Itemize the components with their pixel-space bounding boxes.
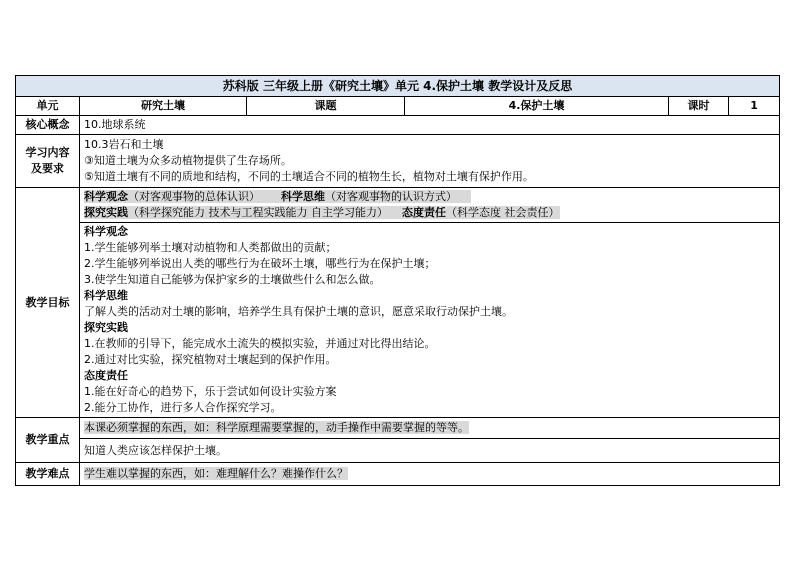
core-concept-row [16, 116, 780, 135]
period-value: 1 [729, 97, 780, 116]
core-concept-label: 核心概念 [16, 116, 80, 135]
dimension-key: 科学观念 [84, 190, 128, 203]
period-label: 课时 [669, 97, 729, 116]
dimension-key: 态度责任 [402, 206, 446, 219]
goals-dimensions [80, 188, 779, 222]
key-points-row-1 [16, 418, 780, 439]
goal-section-heading: 态度责任 [84, 369, 128, 382]
goals-dimension-line-2 [84, 205, 775, 221]
goals-body [80, 222, 779, 417]
topic-value: 4.保护土壤 [405, 97, 669, 116]
goal-line: 1.在教师的引导下，能完成水土流失的模拟实验，并通过对比得出结论。 [84, 337, 436, 350]
document-title: 苏科版 三年级上册《研究土壤》单元 4.保护土壤 教学设计及反思 [16, 76, 780, 97]
dimension-key: 探究实践 [84, 206, 128, 219]
key-points-hint-cell [80, 418, 780, 439]
key-points-hint: 本课必须掌握的东西，如：科学原理需要掌握的，动手操作中需要掌握的等等。 [84, 421, 469, 434]
learning-line: 10.3岩石和土壤 [84, 138, 164, 151]
goal-line: 1.学生能够列举土壤对动植物和人类都做出的贡献； [84, 241, 337, 254]
difficulty-label: 教学难点 [16, 463, 80, 486]
core-concept-value: 10.地球系统 [80, 116, 780, 135]
key-points-value: 知道人类应该怎样保护土壤。 [80, 439, 780, 463]
goal-section-heading: 探究实践 [84, 321, 128, 334]
key-points-label: 教学重点 [16, 418, 80, 463]
goals-content [80, 188, 780, 418]
dimension-key: 科学思维 [280, 190, 325, 203]
title-row [16, 76, 780, 97]
dimension-desc: （对客观事物的总体认识） [128, 190, 260, 203]
unit-value: 研究土壤 [80, 97, 247, 116]
dimension-desc: （科学探究能力 技术与工程实践能力 自主学习能力） [128, 206, 388, 219]
learning-line: ⑤知道土壤有不同的质地和结构，不同的土壤适合不同的植物生长，植物对土壤有保护作用。 [84, 170, 534, 183]
goal-line: 了解人类的活动对土壤的影响，培养学生具有保护土壤的意识，愿意采取行动保护土壤。 [84, 305, 513, 318]
difficulty-row [16, 463, 780, 486]
learning-label-line1: 学习内容 [25, 146, 70, 159]
topic-label: 课题 [247, 97, 405, 116]
goal-line: 3.使学生知道自己能够为保护家乡的土壤做些什么和怎么做。 [84, 273, 381, 286]
learning-label-line2: 及要求 [31, 162, 64, 175]
goals-row [16, 188, 780, 418]
unit-label: 单元 [16, 97, 80, 116]
goal-line: 2.学生能够列举说出人类的哪些行为在破坏土壤，哪些行为在保护土壤； [84, 257, 436, 270]
header-row [16, 97, 780, 116]
dimension-desc: （对客观事物的认识方式） [324, 190, 457, 203]
lesson-plan-table [15, 75, 780, 486]
learning-row [16, 135, 780, 188]
learning-content [80, 135, 780, 188]
key-points-row-2 [16, 439, 780, 463]
goal-section-heading: 科学思维 [84, 289, 128, 302]
learning-line: ③知道土壤为众多动植物提供了生存场所。 [84, 154, 292, 167]
goal-section-heading: 科学观念 [84, 225, 128, 238]
difficulty-hint-cell [80, 463, 780, 486]
goal-line: 2.能分工协作，进行多人合作探究学习。 [84, 401, 282, 414]
goal-line: 1.能在好奇心的趋势下，乐于尝试如何设计实验方案 [84, 385, 337, 398]
goals-dimension-line-1 [84, 189, 775, 205]
dimension-desc: （科学态度 社会责任） [446, 206, 560, 219]
goal-line: 2.通过对比实验，探究植物对土壤起到的保护作用。 [84, 353, 337, 366]
learning-label [16, 135, 80, 188]
difficulty-hint: 学生难以掌握的东西，如：难理解什么？难操作什么？ [84, 467, 348, 480]
goals-label: 教学目标 [16, 188, 80, 418]
